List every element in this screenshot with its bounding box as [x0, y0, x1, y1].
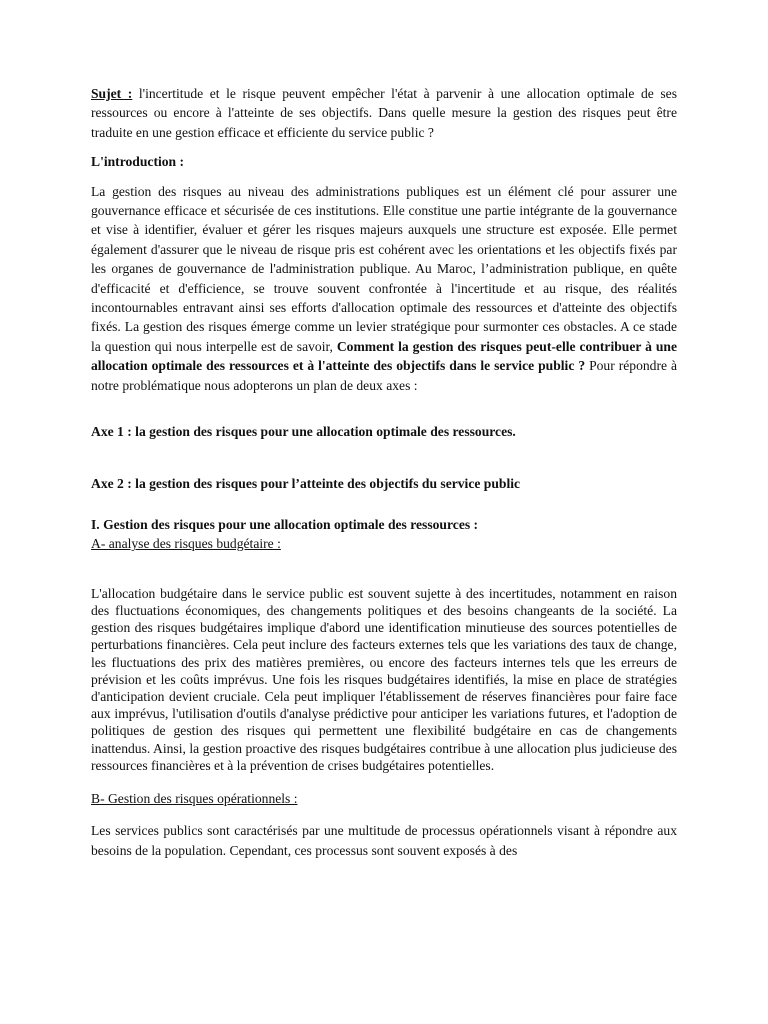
- subsection-a-paragraph: L'allocation budgétaire dans le service public est souvent sujette à des incertitudes, notamment en raison des fluctuations économiques, des changements politiques et des besoins changeants de la société. La gestion des risques budgétaires implique d'abord une identification minutieuse des sources potentielles de perturbations financières. Cela peut inclure des facteurs externes tels que les variations des taux de change, les fluctuations des prix des matières premières, ou encore des facteurs internes tels que les erreurs de prévision et les coûts imprévus. Une fois les risques budgétaires identifiés, la mise en place de stratégies d'anticipation devient cruciale. Cela peut impliquer l'établissement de réserves financières pour faire face aux imprévus, l'utilisation d'outils d'analyse prédictive pour anticiper les variations futures, et l'adoption de politiques de gestion des risques qui permettent une flexibilité budgétaire en cas de changements inattendus. Ainsi, la gestion proactive des risques budgétaires contribue à une allocation plus judicieuse des ressources financières et à la prévention de crises budgétaires potentielles.: [91, 585, 677, 773]
- subject-text: l'incertitude et le risque peuvent empêcher l'état à parvenir à une allocation optimale de ses ressources ou encore à l'atteinte de ses objectifs. Dans quelle mesure la gestion des risques peut être traduite en une gestion efficace et efficiente du service public ?: [91, 86, 678, 140]
- introduction-text-2: Pour répondre à notre problématique nous adopterons un plan de deux axes :: [91, 358, 678, 393]
- document-page: [91, 84, 677, 860]
- introduction-paragraph: [91, 182, 677, 395]
- introduction-text-1: La gestion des risques au niveau des administrations publiques est un élément clé pour assurer une gouvernance efficace et sécurisée de ces institutions. Elle constitue une partie intégrante de la gouvernance et vise à identifier, évaluer et gérer les risques majeurs auxquels une structure est exposée. Elle permet également d'assurer que le niveau de risque pris est cohérent avec les orientations et les objectifs fixés par les organes de gouvernance de l'administration publique. Au Maroc, l’administration publique, en quête d'efficacité et d'efficience, se trouve souvent confrontée à l'incertitude et au risque, des réalités incontournables entravant ainsi ses efforts d'allocation optimale des ressources et d'atteinte des objectifs fixés. La gestion des risques émerge comme un levier stratégique pour surmonter ces obstacles. A ce stade la question qui nous interpelle est de savoir,: [91, 183, 677, 354]
- subsection-b-title: B- Gestion des risques opérationnels :: [91, 790, 298, 806]
- subject-label: Sujet :: [91, 86, 133, 101]
- axe-2-heading: Axe 2 : la gestion des risques pour l’atteinte des objectifs du service public: [91, 475, 521, 491]
- axe-1-heading: Axe 1 : la gestion des risques pour une allocation optimale des ressources.: [91, 424, 516, 440]
- introduction-heading: L'introduction :: [91, 154, 185, 170]
- subsection-b-paragraph: Les services publics sont caractérisés par une multitude de processus opérationnels visant à répondre aux besoins de la population. Cependant, ces processus sont souvent exposés à des: [91, 823, 677, 858]
- subsection-a-title: A- analyse des risques budgétaire :: [91, 536, 281, 552]
- part-1-title: I. Gestion des risques pour une allocation optimale des ressources :: [91, 516, 479, 532]
- subject-paragraph: [91, 84, 677, 142]
- research-question: Comment la gestion des risques peut-elle contribuer à une allocation optimale des ressources et à l'atteinte des objectifs dans le service public ?: [91, 338, 677, 374]
